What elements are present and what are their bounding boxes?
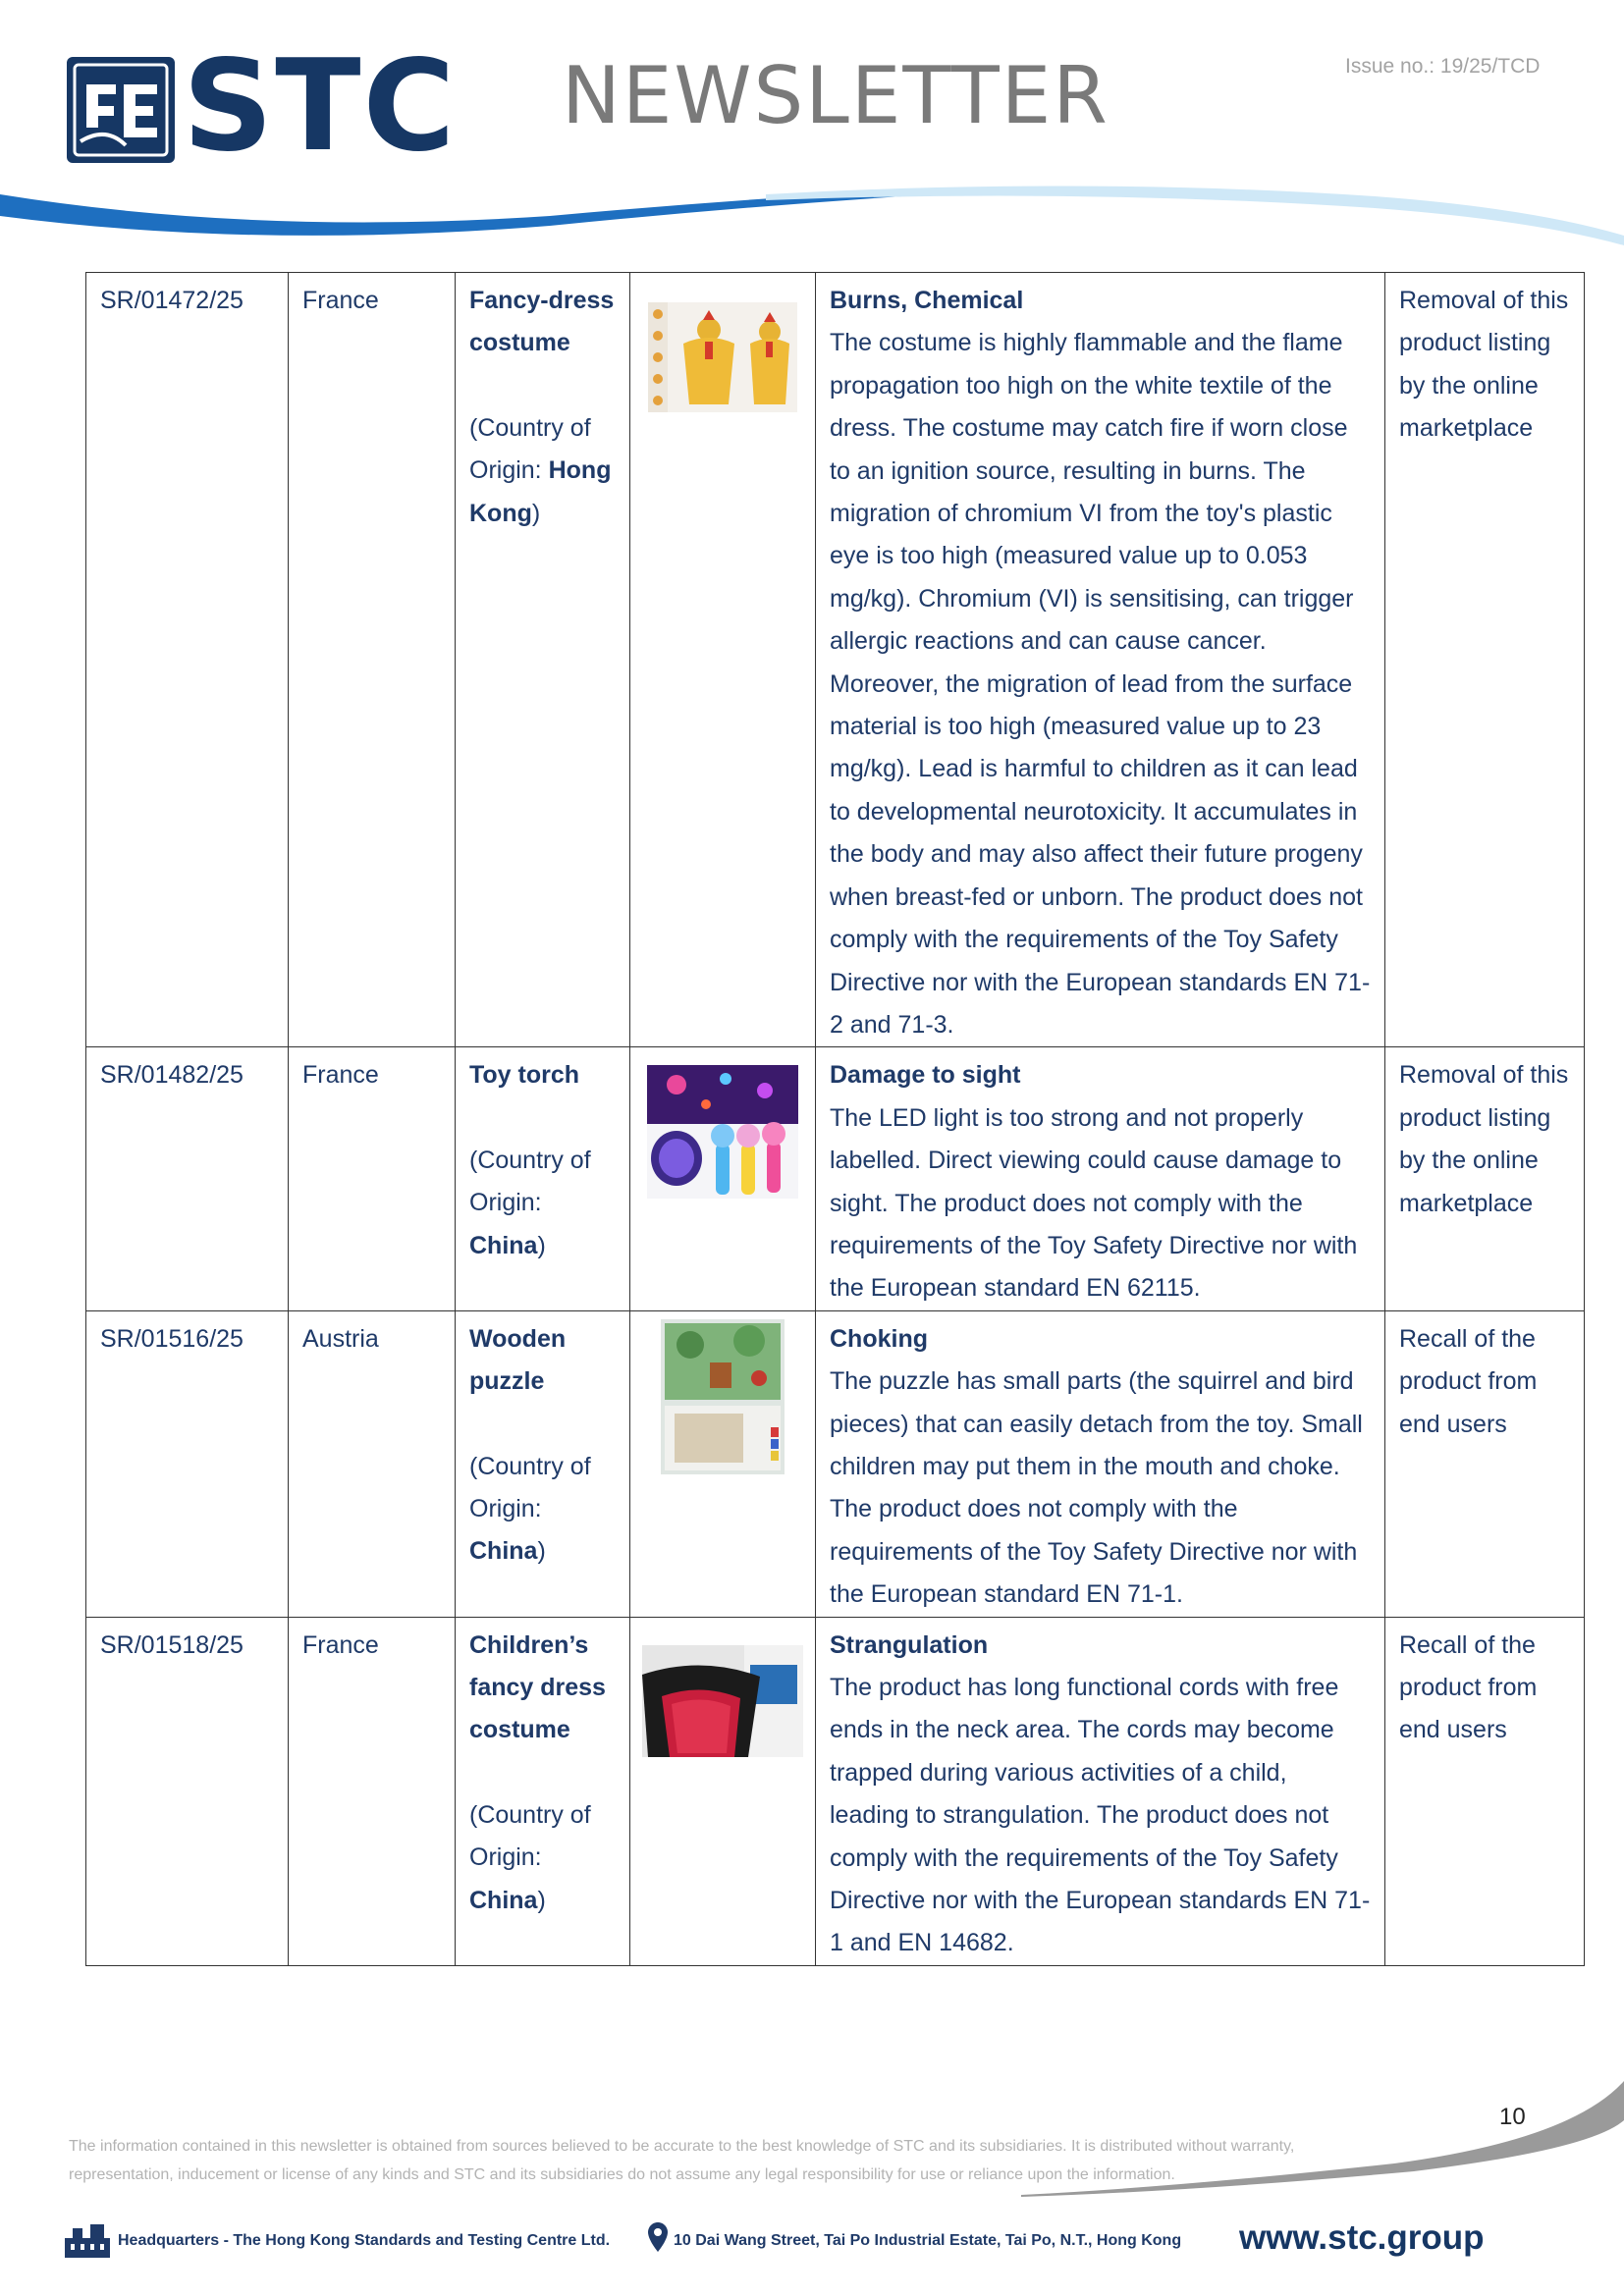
page-header xyxy=(0,0,1624,260)
toy-torch-photo-icon xyxy=(647,1065,798,1199)
fancy-dress-cape-photo-icon xyxy=(642,1645,803,1757)
product-cell xyxy=(456,1617,630,1965)
product-name: Children’s fancy dress costume xyxy=(469,1630,606,1744)
table-row xyxy=(86,1617,1585,1965)
notifying-country: France xyxy=(289,1617,456,1965)
reference-number: SR/01482/25 xyxy=(86,1047,289,1310)
country-of-origin: (Country of Origin: Hong Kong) xyxy=(469,413,612,527)
header-wave-decoration xyxy=(0,177,1624,255)
hazard-cell xyxy=(816,273,1385,1047)
country-of-origin: (Country of Origin: China) xyxy=(469,1452,591,1566)
hazard-description: The product has long functional cords with free ends in the neck area. The cords may become trapped during various activities of a child, leading to strangulation. The product does not comply with the requirements of the Toy Safety Directive nor with the European standards EN 71-1 and EN 14682. xyxy=(830,1674,1371,1957)
measure-taken: Removal of this product listing by the online marketplace xyxy=(1385,1047,1585,1310)
newsletter-title: NEWSLETTER xyxy=(562,50,1110,141)
country-of-origin: (Country of Origin: China) xyxy=(469,1146,591,1259)
notifying-country: Austria xyxy=(289,1310,456,1617)
building-icon xyxy=(63,2224,112,2258)
reference-number: SR/01516/25 xyxy=(86,1310,289,1617)
hazard-type: Choking xyxy=(830,1324,928,1353)
hazard-type: Strangulation xyxy=(830,1630,989,1659)
stc-logo-text: STC xyxy=(183,33,458,180)
hazard-cell xyxy=(816,1310,1385,1617)
reference-number: SR/01518/25 xyxy=(86,1617,289,1965)
page-number: 10 xyxy=(1499,2104,1526,2130)
reference-number: SR/01472/25 xyxy=(86,273,289,1047)
address-text: 10 Dai Wang Street, Tai Po Industrial Estate, Tai Po, N.T., Hong Kong xyxy=(674,2232,1182,2249)
headquarters-text: Headquarters - The Hong Kong Standards and Testing Centre Ltd. xyxy=(118,2232,611,2249)
wooden-puzzle-photo-icon xyxy=(661,1319,785,1474)
notifying-country: France xyxy=(289,273,456,1047)
table-row xyxy=(86,273,1585,1047)
hazard-cell xyxy=(816,1047,1385,1310)
product-name: Wooden puzzle xyxy=(469,1324,567,1396)
measure-taken: Removal of this product listing by the online marketplace xyxy=(1385,273,1585,1047)
hazard-cell xyxy=(816,1617,1385,1965)
product-image-cell xyxy=(630,1047,816,1310)
table-row xyxy=(86,1310,1585,1617)
product-image-cell xyxy=(630,1310,816,1617)
table-row xyxy=(86,1047,1585,1310)
measure-taken: Recall of the product from end users xyxy=(1385,1617,1585,1965)
disclaimer: The information contained in this newsletter is obtained from sources believed to be accurate to the best knowledge of STC and its subsidiaries. It is distributed without warranty, representation, inducement or license of any kinds and STC and its subsidiaries do not assume any legal responsibility for use or reliance upon the information. xyxy=(69,2138,1295,2183)
product-cell xyxy=(456,1310,630,1617)
product-image-cell xyxy=(630,1617,816,1965)
measure-taken: Recall of the product from end users xyxy=(1385,1310,1585,1617)
country-of-origin: (Country of Origin: China) xyxy=(469,1800,591,1914)
hazard-type: Damage to sight xyxy=(830,1061,1021,1090)
product-image-cell xyxy=(630,273,816,1047)
hazard-description: The costume is highly flammable and the flame propagation too high on the white textile of the dress. The costume may catch fire if worn close to an ignition source, resulting in burns. The migration of chromium VI from the toy's plastic eye is too high (measured value up to 0.053 mg/kg). Chromium (VI) is sensitising, can trigger allergic reactions and can cause cancer. Moreover, the migration of lead from the surface material is too high (measured value up to 23 mg/kg). Lead is harmful to children as it can lead to developmental neurotoxicity. It accumulates in the body and may also affect their future progeny when breast-fed or unborn. The product does not comply with the requirements of the Toy Safety Directive nor with the European standards EN 71-2 and 71-3. xyxy=(830,329,1371,1039)
product-name: Fancy-dress costume xyxy=(469,287,615,357)
hazard-type: Burns, Chemical xyxy=(830,287,1024,314)
hazard-description: The puzzle has small parts (the squirrel and bird pieces) that can easily detach from the toy. Small children may put them in the mouth and choke. The product does not comply with the requirements of the Toy Safety Directive nor with the European standard EN 71-1. xyxy=(830,1367,1363,1609)
recall-table xyxy=(85,272,1585,1966)
chicken-costume-photo-icon xyxy=(648,302,797,412)
stc-logo-icon xyxy=(67,57,175,163)
hazard-description: The LED light is too strong and not properly labelled. Direct viewing could cause damage to sight. The product does not comply with the requirements of the Toy Safety Directive nor with the European standard EN 62115. xyxy=(830,1103,1358,1303)
website-link[interactable]: www.stc.group xyxy=(1239,2218,1485,2257)
product-name: Toy torch xyxy=(469,1061,580,1090)
location-pin-icon xyxy=(648,2222,668,2252)
notifying-country: France xyxy=(289,1047,456,1310)
product-cell xyxy=(456,273,630,1047)
issue-number: Issue no.: 19/25/TCD xyxy=(1345,55,1541,78)
product-cell xyxy=(456,1047,630,1310)
